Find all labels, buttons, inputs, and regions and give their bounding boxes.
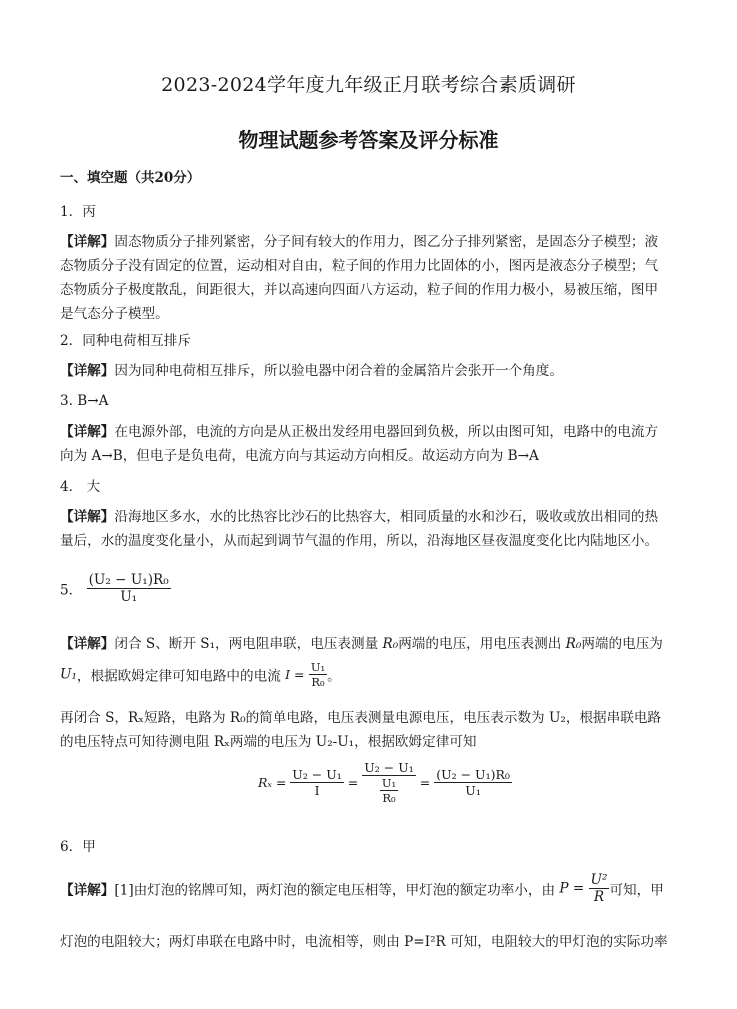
q5-answer — [60, 572, 680, 616]
q4-detail-line-2: 量后，水的温度变化量小，从而起到调节气温的作用，所以，沿海地区昼夜温度变化比内陆地区小。 — [60, 533, 659, 549]
q1-detail-line-2: 态物质分子没有固定的位置，运动相对自由，粒子间的作用力比固体的小，图丙是液态分子模型；气 — [60, 258, 659, 274]
q5-detail-line-2: U₁，根据欧姆定律可知电路中的电流 I = $\frac{\text{U₁}}{\text{R₀}}$ 。 — [60, 660, 341, 689]
q5-resistance-formula: Rₓ = $\frac{\text{U₂ − U₁}}{I}$ = $\frac{\text{U₂ − U₁}}{\frac{\text{U₁}}{\text{R₀}}}$ = $\frac{\text{(U₂ − U₁)R₀}}{\text{U₁}}$ — [258, 760, 510, 805]
document-subtitle: 物理试题参考答案及评分标准 — [238, 128, 499, 152]
q5-detail-line-1: 【详解】闭合 S、断开 S₁，两电阻串联，电压表测量 R₀两端的电压，用电压表测出 R₀两端的电压为 — [60, 636, 663, 652]
current-fraction: $\frac{\text{U₁}}{\text{R₀}}$ — [310, 660, 326, 689]
q3-detail-line-1: 【详解】在电源外部，电流的方向是从正极出发经用电器回到负极，所以由图可知，电路中的电流方 — [60, 424, 659, 440]
q2-detail: 【详解】因为同种电荷相互排斥，所以验电器中闭合着的金属箔片会张开一个角度。 — [60, 363, 563, 379]
detail-tag: 【详解】 — [60, 363, 115, 379]
q3-detail-line-2: 向为 A→B，但电子是负电荷，电流方向与其运动方向相反。故运动方向为 B→A — [60, 448, 539, 464]
q4-detail-line-1: 【详解】沿海地区多水，水的比热容比沙石的比热容大，相同质量的水和沙石，吸收或放出相同的热 — [60, 509, 659, 525]
detail-tag: 【详解】 — [60, 509, 115, 525]
q1-answer: 1．丙 — [60, 204, 96, 220]
q1-detail-line-4: 是气态分子模型。 — [60, 306, 169, 322]
detail-tag: 【详解】 — [60, 234, 115, 250]
q6-detail-line-1: 【详解】[1]由灯泡的铭牌可知，两灯泡的额定电压相等，甲灯泡的额定功率小，由 P = $\frac{\text{U²}}{R}$ 可知，甲 — [60, 872, 664, 905]
section-heading-fill-in: 一、填空题（共20分） — [60, 170, 201, 186]
q2-answer: 2．同种电荷相互排斥 — [60, 333, 191, 349]
q5-number: 5． — [60, 582, 83, 599]
q6-detail-line-2: 灯泡的电阻较大；两灯串联在电路中时，电流相等，则由 P=I²R 可知，电阻较大的甲灯泡的实际功率 — [60, 934, 668, 950]
detail-tag: 【详解】 — [60, 882, 115, 899]
q3-answer: 3. B→A — [60, 393, 109, 409]
document-title: 2023-2024学年度九年级正月联考综合素质调研 — [161, 74, 576, 96]
fraction-denominator: U₁ — [120, 589, 138, 605]
power-fraction: $\frac{\text{U²}}{R}$ — [590, 872, 608, 905]
detail-tag: 【详解】 — [60, 636, 115, 652]
q1-detail-line-3: 态物质分子极度散乱，间距很大，并以高速向四面八方运动，粒子间的作用力极小，易被压缩，图甲 — [60, 282, 659, 298]
q5-detail-line-3: 再闭合 S，Rₓ短路，电路为 R₀的简单电路，电压表测量电源电压，电压表示数为 U₂，根据串联电路 — [60, 710, 662, 726]
q5-detail-line-4: 的电压特点可知待测电阻 Rₓ两端的电压为 U₂-U₁，根据欧姆定律可知 — [60, 734, 477, 750]
q5-answer-fraction — [87, 572, 171, 605]
fraction-numerator: (U₂ − U₁)R₀ — [88, 572, 169, 588]
q4-answer: 4． 大 — [60, 479, 101, 495]
q6-answer: 6．甲 — [60, 839, 96, 855]
q1-detail-line-1: 【详解】固态物质分子排列紧密，分子间有较大的作用力，图乙分子排列紧密，是固态分子模型；液 — [60, 234, 659, 250]
detail-tag: 【详解】 — [60, 424, 115, 440]
